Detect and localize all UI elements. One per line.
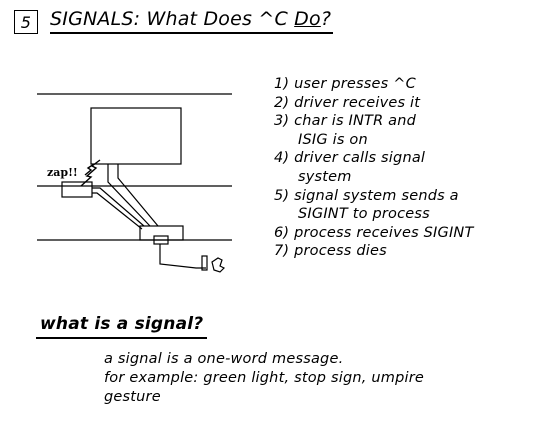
cable bbox=[160, 244, 206, 268]
question-underline bbox=[36, 337, 207, 339]
title-suffix: ? bbox=[320, 8, 332, 30]
steps-list bbox=[274, 75, 474, 261]
slide-number: 5 bbox=[20, 12, 32, 32]
hand-icon bbox=[212, 258, 224, 272]
channel-right-inner bbox=[118, 164, 158, 226]
step-7: 7) process dies bbox=[274, 243, 387, 260]
step-2: 2) driver receives it bbox=[274, 94, 421, 111]
channel-left bbox=[92, 188, 144, 226]
zap-label: zap!! bbox=[47, 166, 78, 179]
step-4: 4) driver calls signal bbox=[274, 150, 426, 167]
question-text: what is a signal? bbox=[40, 314, 204, 334]
step-4-continued: system bbox=[298, 168, 352, 185]
process-box bbox=[91, 108, 181, 164]
driver-box bbox=[62, 182, 92, 197]
answer-line-3: gesture bbox=[104, 389, 161, 405]
step-3: 3) char is INTR and bbox=[274, 113, 417, 130]
answer-line-2: for example: green light, stop sign, umpire bbox=[104, 370, 425, 386]
answer-line-1: a signal is a one-word message. bbox=[104, 351, 344, 367]
channel-right bbox=[108, 164, 150, 226]
step-5-continued: SIGINT to process bbox=[298, 206, 430, 223]
question-heading bbox=[40, 314, 203, 334]
title-prefix: SIGNALS: What Does ^C bbox=[50, 8, 295, 30]
step-6: 6) process receives SIGINT bbox=[274, 224, 474, 241]
device-box bbox=[140, 226, 183, 240]
answer-text bbox=[104, 350, 424, 407]
step-5: 5) signal system sends a bbox=[274, 187, 459, 204]
title-underlined-word: Do bbox=[294, 8, 321, 30]
step-3-continued: ISIG is on bbox=[298, 131, 368, 148]
step-1: 1) user presses ^C bbox=[274, 76, 416, 92]
